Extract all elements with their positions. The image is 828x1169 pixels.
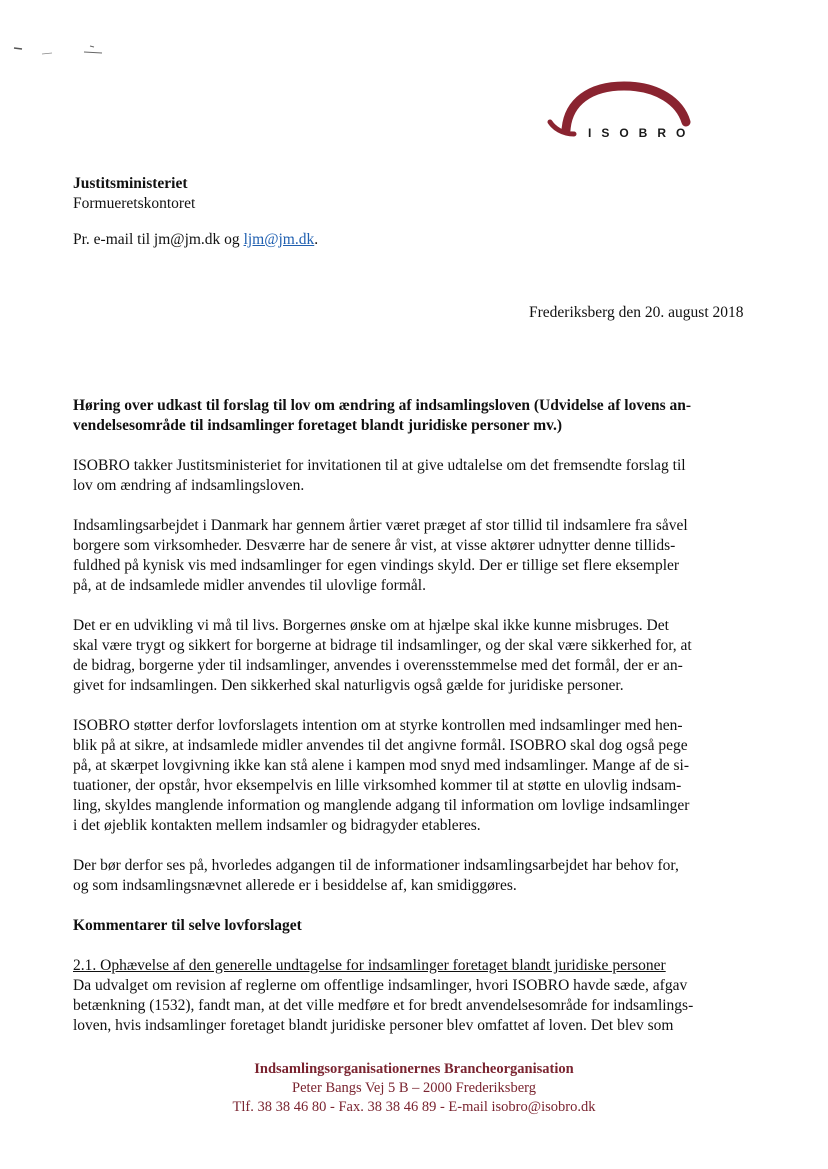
text-line: i det øjeblik kontakten mellem indsamler og bidragyder etableres. xyxy=(73,817,481,834)
paragraph-development xyxy=(73,616,741,696)
text-line: Det er en udvikling vi må til livs. Borgernes ønske om at hjælpe skal ikke kunne misbruges. Det xyxy=(73,617,669,634)
text-line: blik på at sikre, at indsamlede midler anvendes til det angivne formål. ISOBRO skal dog også pege xyxy=(73,737,688,754)
subsection-heading: 2.1. Ophævelse af den generelle undtagelse for indsamlinger foretaget blandt juridiske personer xyxy=(73,957,666,974)
recipient-block xyxy=(73,174,195,214)
paragraph-information xyxy=(73,856,741,896)
recipient-organization: Justitsministeriet xyxy=(73,175,188,192)
text-line: og som indsamlingsnævnet allerede er i besiddelse af, kan smidiggøres. xyxy=(73,877,517,894)
text-line: Der bør derfor ses på, hvorledes adgangen til de informationer indsamlingsarbejdet har behov for, xyxy=(73,857,679,874)
letterhead-footer xyxy=(0,1060,828,1117)
section-heading: Kommentarer til selve lovforslaget xyxy=(73,917,302,934)
text-line: betænkning (1532), fandt man, at det ville medføre et for bredt anvendelsesområde for indsamlings- xyxy=(73,997,694,1014)
footer-organization: Indsamlingsorganisationernes Brancheorganisation xyxy=(254,1061,574,1077)
text-line: fuldhed på kynisk vis med indsamlinger for egen vindings skyld. Der er tillige set flere eksempler xyxy=(73,557,680,574)
text-line: på, at de indsamlede midler anvendes til ulovlige formål. xyxy=(73,577,426,594)
footer-address: Peter Bangs Vej 5 B – 2000 Frederiksberg xyxy=(292,1080,536,1096)
email-suffix: . xyxy=(314,231,319,248)
text-line: givet for indsamlingen. Den sikkerhed skal naturligvis også gælde for juridiske personer. xyxy=(73,677,624,694)
paragraph-trust xyxy=(73,516,741,596)
text-line: ISOBRO støtter derfor lovforslagets intention om at styrke kontrollen med indsamlinger med hen- xyxy=(73,717,683,734)
paragraph-support xyxy=(73,716,741,836)
text-line: på, at skærpet lovgivning ikke kan stå alene i kampen mod snyd med indsamlinger. Mange af de si- xyxy=(73,757,689,774)
text-line: Da udvalget om revision af reglerne om offentlige indsamlinger, hvori ISOBRO havde sæde, afgav xyxy=(73,977,688,994)
scan-artifact-marks xyxy=(12,40,132,70)
email-link[interactable]: ljm@jm.dk xyxy=(243,231,315,248)
paragraph-section-2-1 xyxy=(73,956,741,1036)
text-line: lov om ændring af indsamlingsloven. xyxy=(73,477,305,494)
recipient-department: Formueretskontoret xyxy=(73,195,196,212)
logo-wordmark: ISOBRO xyxy=(588,126,696,140)
letter-body xyxy=(73,396,741,1036)
subject-line: vendelsesområde til indsamlinger foretaget blandt juridiske personer mv.) xyxy=(73,417,563,434)
isobro-logo xyxy=(540,72,700,150)
footer-contact: Tlf. 38 38 46 80 - Fax. 38 38 46 89 - E-mail isobro@isobro.dk xyxy=(232,1099,596,1115)
text-line: Indsamlingsarbejdet i Danmark har gennem årtier været præget af stor tillid til indsamlere fra såvel xyxy=(73,517,688,534)
email-line xyxy=(73,230,318,250)
text-line: ling, skyldes manglende information og manglende adgang til information om lovlige indsamlinger xyxy=(73,797,690,814)
text-line: tuationer, der opstår, hvor eksempelvis en lille virksomhed kommer til at støtte en ulovlig indsam- xyxy=(73,777,682,794)
text-line: borgere som virksomheder. Desværre har de senere år vist, at visse aktører udnytter denne tillids- xyxy=(73,537,676,554)
text-line: skal være trygt og sikkert for borgerne at bidrage til indsamlinger, og der skal være sikkerhed for, at xyxy=(73,637,692,654)
subject-line: Høring over udkast til forslag til lov om ændring af indsamlingsloven (Udvidelse af lovens an- xyxy=(73,397,692,414)
text-line: loven, hvis indsamlinger foretaget blandt juridiske personer blev omfattet af loven. Det blev som xyxy=(73,1017,674,1034)
letter-date: Frederiksberg den 20. august 2018 xyxy=(529,304,744,321)
text-line: de bidrag, borgerne yder til indsamlinger, anvendes i overensstemmelse med det formål, der er an- xyxy=(73,657,683,674)
paragraph-intro xyxy=(73,456,741,496)
text-line: ISOBRO takker Justitsministeriet for invitationen til at give udtalelse om det fremsendte forslag til xyxy=(73,457,686,474)
email-prefix: Pr. e-mail til jm@jm.dk og xyxy=(73,231,244,248)
subject-heading xyxy=(73,396,741,436)
